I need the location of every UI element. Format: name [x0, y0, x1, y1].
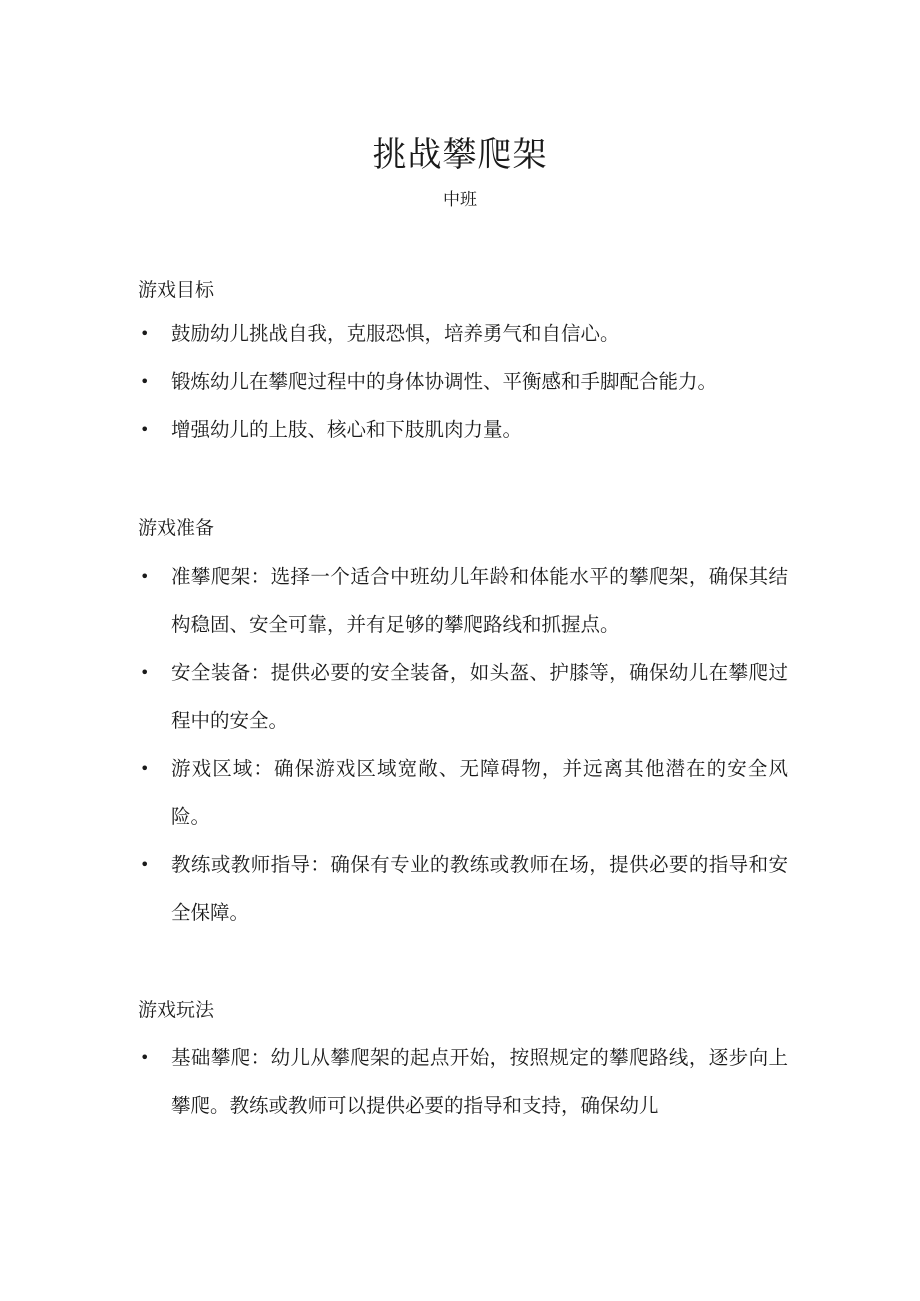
bullet-icon: • [140, 420, 150, 439]
bullet-icon: • [140, 1048, 150, 1067]
bullet-icon: • [140, 372, 150, 391]
section-heading-goals: 游戏目标 [138, 279, 215, 301]
list-item-text: 增强幼儿的上肢、核心和下肢肌肉力量。 [171, 418, 523, 441]
bullet-icon: • [140, 567, 150, 586]
document-subtitle: 中班 [443, 190, 477, 210]
bullet-icon: • [140, 759, 150, 778]
list-item-text: 游戏区域：确保游戏区域宽敞、无障碍物，并远离其他潜在的安全风险。 [171, 757, 788, 828]
bullet-icon: • [140, 855, 150, 874]
bullet-icon: • [140, 663, 150, 682]
section-heading-gameplay: 游戏玩法 [138, 999, 215, 1021]
list-item [138, 745, 788, 841]
list-item [138, 553, 788, 649]
list-item-text: 基础攀爬：幼儿从攀爬架的起点开始，按照规定的攀爬路线，逐步向上攀爬。教练或教师可以提供必要的指导和支持，确保幼儿 [171, 1046, 788, 1117]
section-heading-preparation: 游戏准备 [138, 517, 215, 539]
list-item [138, 310, 788, 358]
bullet-icon: • [140, 324, 150, 343]
list-item-text: 鼓励幼儿挑战自我，克服恐惧，培养勇气和自信心。 [171, 322, 620, 345]
list-item [138, 358, 788, 406]
preparation-list [138, 553, 788, 937]
document-title: 挑战攀爬架 [372, 135, 548, 175]
goals-list [138, 310, 788, 454]
list-item-text: 安全装备：提供必要的安全装备，如头盔、护膝等，确保幼儿在攀爬过程中的安全。 [171, 661, 788, 732]
list-item-text: 教练或教师指导：确保有专业的教练或教师在场，提供必要的指导和安全保障。 [171, 853, 788, 924]
list-item [138, 406, 788, 454]
list-item [138, 841, 788, 937]
list-item-text: 准攀爬架：选择一个适合中班幼儿年龄和体能水平的攀爬架，确保其结构稳固、安全可靠，并有足够的攀爬路线和抓握点。 [171, 565, 788, 636]
gameplay-list [138, 1034, 788, 1130]
list-item [138, 649, 788, 745]
list-item [138, 1034, 788, 1130]
list-item-text: 锻炼幼儿在攀爬过程中的身体协调性、平衡感和手脚配合能力。 [171, 370, 718, 393]
